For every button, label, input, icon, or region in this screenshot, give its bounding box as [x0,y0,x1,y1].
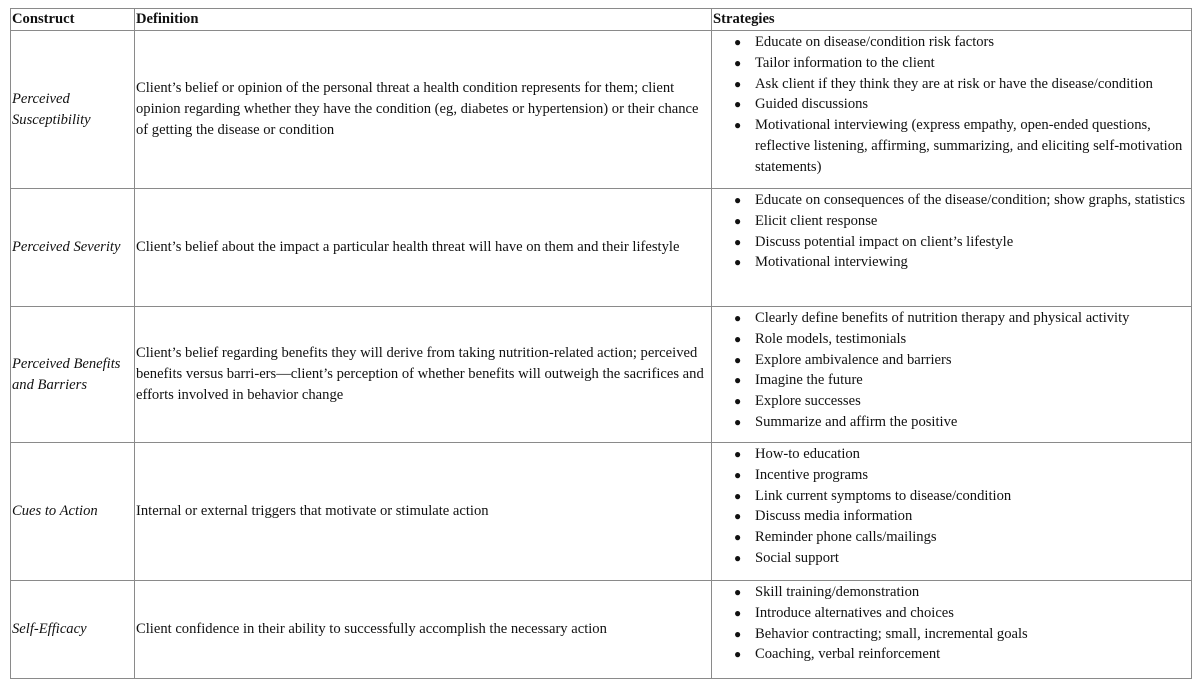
list-item [734,32,1190,53]
table-row [11,189,1192,307]
strategy-text: Motivational interviewing (express empathy, open-ended questions, reflective listening, affirming, summarizing, and eliciting self-motivation statements) [755,117,1183,175]
list-item [734,644,1190,665]
bullet-icon: ● [734,55,742,70]
list-item [734,94,1190,115]
strategy-text: Elicit client response [755,212,878,229]
list-item [734,391,1190,412]
strategy-text: Incentive programs [755,466,869,483]
construct-cell: Cues to Action [11,443,135,581]
header-row [11,9,1192,31]
bullet-icon: ● [734,626,742,641]
table-row [11,307,1192,443]
list-item [734,190,1190,211]
list-item [734,329,1190,350]
strategy-text: Role models, testimonials [755,330,907,347]
strategy-text: Explore successes [755,393,861,410]
strategy-text: Educate on consequences of the disease/condition; show graphs, statistics [755,192,1186,208]
list-item [734,582,1190,603]
table-container [10,8,1191,679]
list-item [734,548,1190,569]
bullet-icon: ● [734,76,742,91]
strategy-text: How-to education [755,446,860,462]
bullet-icon: ● [734,605,742,620]
bullet-icon: ● [734,394,742,409]
strategy-text: Discuss potential impact on client’s lifestyle [755,233,1014,250]
strategy-text: Explore ambivalence and barriers [755,351,952,368]
definition-cell: Client’s belief regarding benefits they will derive from taking nutrition-related action; perceived benefits versus barri-ers—client’s perception of whether benefits will outweigh the sacrifices and efforts involved in behavior change [135,307,712,443]
list-item [734,308,1190,329]
list-item [734,506,1190,527]
column-header-construct: Construct [11,9,135,31]
strategy-text: Clearly define benefits of nutrition therapy and physical activity [755,310,1130,326]
strategy-text: Guided discussions [755,96,869,113]
definition-cell: Client’s belief or opinion of the personal threat a health condition represents for them; client opinion regarding whether they have the condition (eg, diabetes or hypertension) or their chance of getting the disease or condition [135,31,712,189]
table-row [11,581,1192,679]
strategy-text: Imagine the future [755,372,863,389]
strategies-list [713,190,1190,273]
strategy-text: Skill training/demonstration [755,584,920,600]
strategy-text: Introduce alternatives and choices [755,604,954,621]
health-belief-model-table [10,8,1192,679]
bullet-icon: ● [734,530,742,545]
construct-cell: Perceived Susceptibility [11,31,135,189]
strategy-text: Ask client if they think they are at risk or have the disease/condition [755,75,1153,92]
strategy-text: Motivational interviewing [755,254,908,271]
construct-cell: Perceived Severity [11,189,135,307]
table-row [11,443,1192,581]
strategy-text: Coaching, verbal reinforcement [755,646,941,663]
list-item [734,603,1190,624]
strategy-text: Reminder phone calls/mailings [755,529,937,546]
table-row [11,31,1192,189]
strategy-text: Educate on disease/condition risk factors [755,34,995,50]
list-item [734,252,1190,273]
strategies-cell [712,443,1192,581]
list-item [734,444,1190,465]
construct-cell: Perceived Benefits and Barriers [11,307,135,443]
column-header-definition: Definition [135,9,712,31]
strategies-list [713,582,1190,665]
list-item [734,486,1190,507]
bullet-icon: ● [734,373,742,388]
strategies-cell [712,307,1192,443]
bullet-icon: ● [734,234,742,249]
strategies-list [713,444,1190,569]
bullet-icon: ● [734,97,742,112]
bullet-icon: ● [734,213,742,228]
bullet-icon: ● [734,467,742,482]
list-item [734,350,1190,371]
list-item [734,465,1190,486]
strategy-text: Behavior contracting; small, incremental goals [755,625,1028,642]
strategies-list [713,32,1190,178]
strategy-text: Discuss media information [755,508,913,525]
list-item [734,211,1190,232]
column-header-strategies: Strategies [712,9,1192,31]
bullet-icon: ● [734,35,742,49]
list-item [734,624,1190,645]
strategy-text: Link current symptoms to disease/condition [755,487,1012,504]
bullet-icon: ● [734,118,742,133]
list-item [734,74,1190,95]
bullet-icon: ● [734,447,742,461]
strategy-text: Summarize and affirm the positive [755,413,958,430]
definition-cell: Client’s belief about the impact a particular health threat will have on them and their lifestyle [135,189,712,307]
definition-cell: Client confidence in their ability to successfully accomplish the necessary action [135,581,712,679]
strategy-text: Social support [755,549,839,566]
bullet-icon: ● [734,550,742,565]
list-item [734,115,1190,177]
bullet-icon: ● [734,193,742,207]
list-item [734,53,1190,74]
strategies-cell [712,581,1192,679]
bullet-icon: ● [734,414,742,429]
bullet-icon: ● [734,255,742,270]
bullet-icon: ● [734,488,742,503]
bullet-icon: ● [734,509,742,524]
list-item [734,370,1190,391]
strategies-cell [712,189,1192,307]
construct-cell: Self-Efficacy [11,581,135,679]
definition-cell: Internal or external triggers that motivate or stimulate action [135,443,712,581]
list-item [734,232,1190,253]
bullet-icon: ● [734,647,742,662]
bullet-icon: ● [734,331,742,346]
strategies-list [713,308,1190,433]
strategy-text: Tailor information to the client [755,54,935,71]
bullet-icon: ● [734,585,742,599]
bullet-icon: ● [734,352,742,367]
bullet-icon: ● [734,311,742,325]
list-item [734,412,1190,433]
strategies-cell [712,31,1192,189]
list-item [734,527,1190,548]
